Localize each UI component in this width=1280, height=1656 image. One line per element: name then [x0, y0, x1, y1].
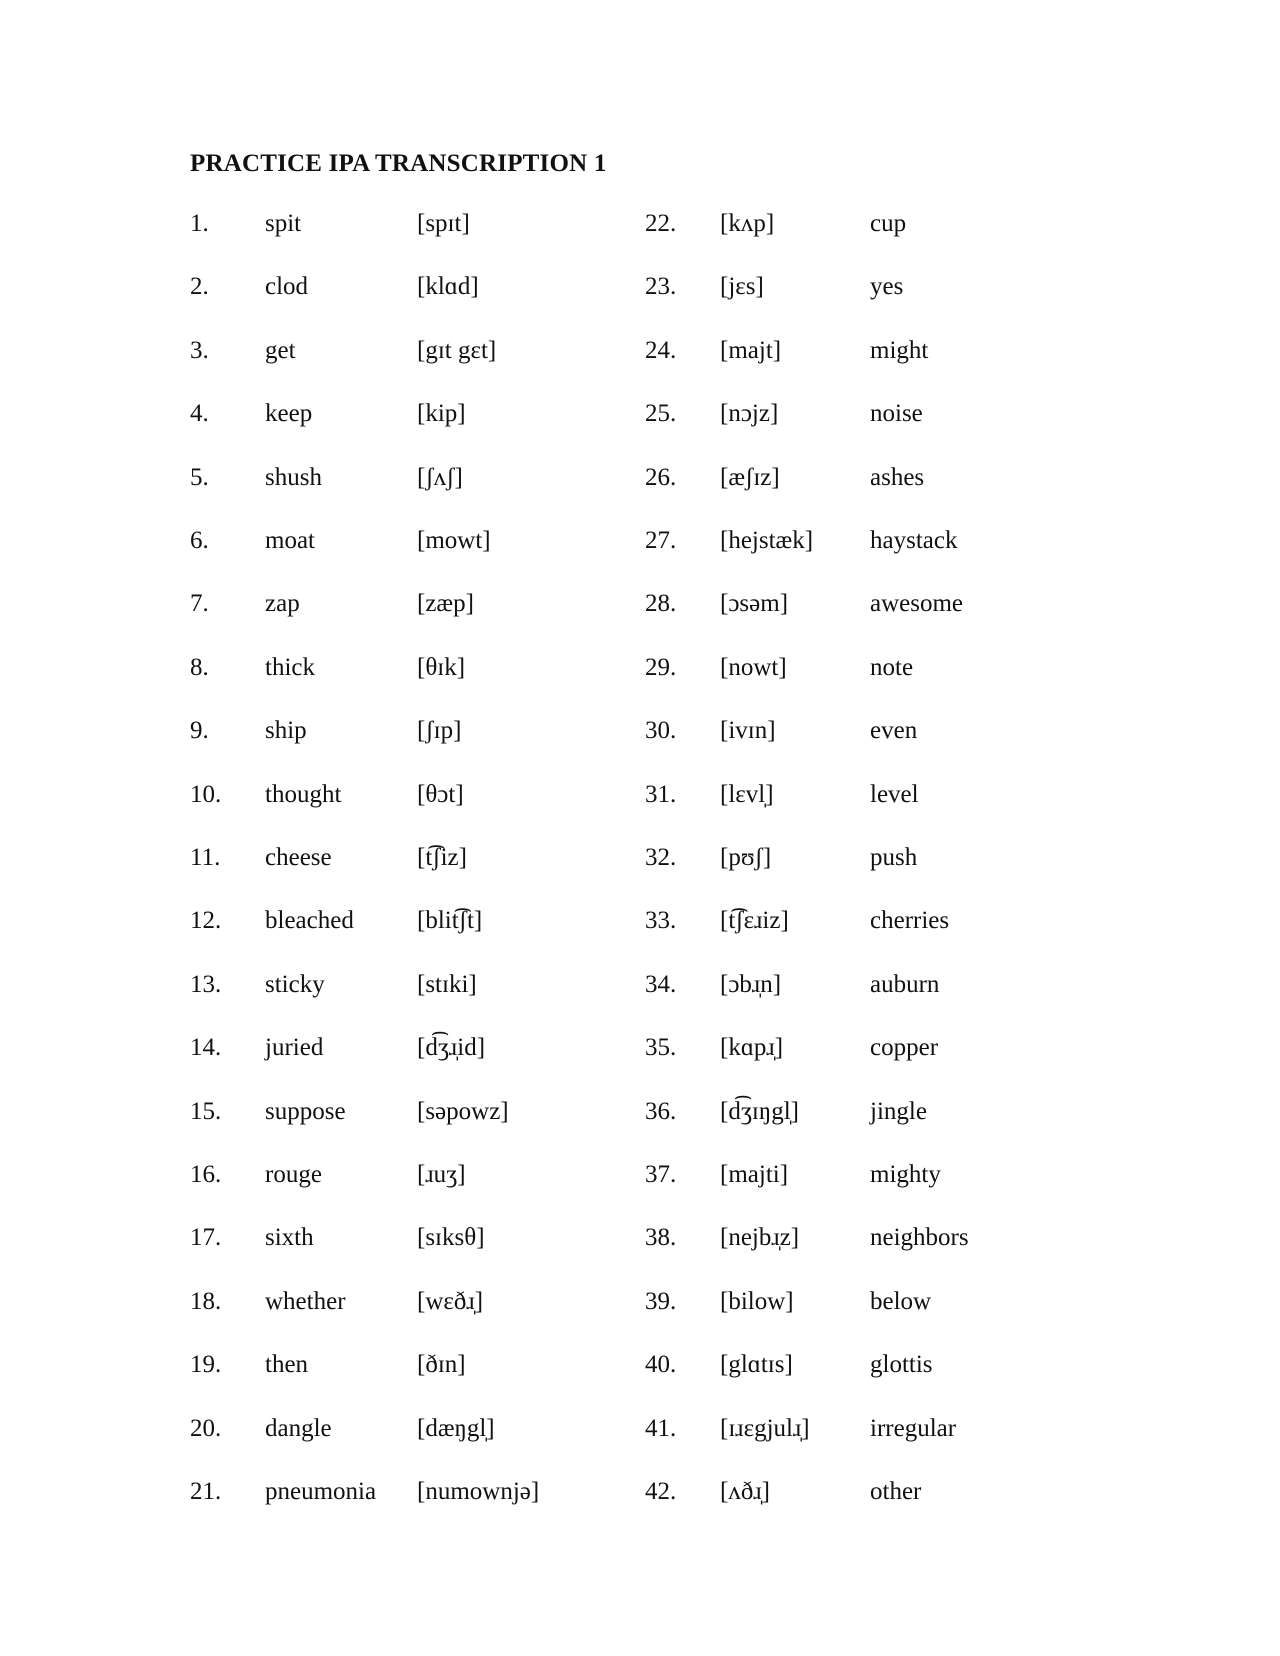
entry-ipa-transcription: [mowt] — [417, 527, 491, 554]
entry-word: shush — [265, 464, 322, 491]
entry-ipa-transcription: [majt] — [720, 337, 782, 364]
entry-word: then — [265, 1351, 309, 1378]
entry-ipa-transcription: [lɛvl̩] — [720, 781, 774, 808]
entry-word: keep — [265, 400, 313, 427]
entry-word: push — [870, 844, 918, 871]
entry-ipa-transcription: [æʃɪz] — [720, 464, 780, 491]
entry-word: bleached — [265, 907, 354, 934]
entry-number: 14. — [190, 1034, 222, 1061]
entry-ipa-transcription: [stɪki] — [417, 971, 477, 998]
entry-ipa-transcription: [ɪɹɛgjulɹ̩] — [720, 1415, 810, 1442]
entry-word: neighbors — [870, 1224, 969, 1251]
entry-word: suppose — [265, 1098, 346, 1125]
entry-ipa-transcription: [nowt] — [720, 654, 787, 681]
entry-word: rouge — [265, 1161, 322, 1188]
entry-word: sixth — [265, 1224, 314, 1251]
entry-number: 13. — [190, 971, 222, 998]
entry-ipa-transcription: [səpowz] — [417, 1098, 509, 1125]
entry-word: below — [870, 1288, 932, 1315]
entry-number: 21. — [190, 1478, 222, 1505]
entry-number: 18. — [190, 1288, 222, 1315]
entry-ipa-transcription: [blit͡ʃt] — [417, 907, 483, 934]
entry-number: 30. — [645, 717, 677, 744]
entry-word: glottis — [870, 1351, 933, 1378]
entry-word: haystack — [870, 527, 958, 554]
entry-word: copper — [870, 1034, 939, 1061]
entry-word: cup — [870, 210, 907, 237]
entry-number: 34. — [645, 971, 677, 998]
entry-word: pneumonia — [265, 1478, 377, 1505]
entry-number: 38. — [645, 1224, 677, 1251]
entry-word: jingle — [870, 1098, 927, 1125]
entry-word: thick — [265, 654, 315, 681]
entry-word: noise — [870, 400, 923, 427]
entry-ipa-transcription: [ʌðɹ̩] — [720, 1478, 770, 1505]
entry-ipa-transcription: [ivɪn] — [720, 717, 776, 744]
entry-number: 7. — [190, 590, 209, 617]
entry-ipa-transcription: [hejstæk] — [720, 527, 814, 554]
entry-ipa-transcription: [d͡ʒɹ̩id] — [417, 1034, 486, 1061]
entry-ipa-transcription: [kʌp] — [720, 210, 775, 237]
entry-word: note — [870, 654, 914, 681]
entry-word: sticky — [265, 971, 325, 998]
entry-number: 42. — [645, 1478, 677, 1505]
entry-number: 6. — [190, 527, 209, 554]
entry-ipa-transcription: [t͡ʃɛɹiz] — [720, 907, 789, 934]
entry-number: 26. — [645, 464, 677, 491]
entry-ipa-transcription: [d͡ʒɪŋgl̩] — [720, 1098, 800, 1125]
entry-number: 25. — [645, 400, 677, 427]
entry-ipa-transcription: [t͡ʃiz] — [417, 844, 467, 871]
entry-ipa-transcription: [numownjə] — [417, 1478, 540, 1505]
entry-word: awesome — [870, 590, 964, 617]
entry-word: auburn — [870, 971, 940, 998]
entry-number: 33. — [645, 907, 677, 934]
entry-word: get — [265, 337, 296, 364]
entry-number: 19. — [190, 1351, 222, 1378]
entry-number: 1. — [190, 210, 209, 237]
entry-ipa-transcription: [θɔt] — [417, 781, 464, 808]
entry-ipa-transcription: [spɪt] — [417, 210, 470, 237]
entry-number: 16. — [190, 1161, 222, 1188]
entry-word: moat — [265, 527, 315, 554]
entry-ipa-transcription: [bilow] — [720, 1288, 794, 1315]
entry-ipa-transcription: [ðɪn] — [417, 1351, 466, 1378]
entry-word: mighty — [870, 1161, 941, 1188]
entry-number: 24. — [645, 337, 677, 364]
entry-ipa-transcription: [glɑtɪs] — [720, 1351, 793, 1378]
entry-number: 11. — [190, 844, 221, 871]
entry-number: 2. — [190, 273, 209, 300]
entry-number: 23. — [645, 273, 677, 300]
entry-word: whether — [265, 1288, 346, 1315]
entry-word: thought — [265, 781, 342, 808]
entry-number: 27. — [645, 527, 677, 554]
entry-ipa-transcription: [ɹuʒ] — [417, 1161, 466, 1188]
entry-number: 15. — [190, 1098, 222, 1125]
entry-ipa-transcription: [ɔsəm] — [720, 590, 789, 617]
entry-ipa-transcription: [θɪk] — [417, 654, 466, 681]
entry-word: clod — [265, 273, 309, 300]
entry-number: 9. — [190, 717, 209, 744]
entry-number: 20. — [190, 1415, 222, 1442]
entry-word: cherries — [870, 907, 950, 934]
entry-ipa-transcription: [ɔbɹ̩n] — [720, 971, 782, 998]
entry-ipa-transcription: [ʃɪp] — [417, 717, 462, 744]
entry-word: ship — [265, 717, 307, 744]
entry-ipa-transcription: [kɑpɹ̩] — [720, 1034, 784, 1061]
entry-ipa-transcription: [nejbɹ̩z] — [720, 1224, 800, 1251]
entry-word: ashes — [870, 464, 925, 491]
entry-ipa-transcription: [wɛðɹ̩] — [417, 1288, 484, 1315]
entry-number: 40. — [645, 1351, 677, 1378]
entry-ipa-transcription: [jɛs] — [720, 273, 764, 300]
entry-ipa-transcription: [ʃʌʃ] — [417, 464, 463, 491]
entry-word: yes — [870, 273, 904, 300]
page-title: PRACTICE IPA TRANSCRIPTION 1 — [190, 150, 607, 177]
entry-word: juried — [265, 1034, 324, 1061]
entry-number: 10. — [190, 781, 222, 808]
entry-number: 36. — [645, 1098, 677, 1125]
entry-ipa-transcription: [kip] — [417, 400, 466, 427]
entry-number: 41. — [645, 1415, 677, 1442]
entry-number: 32. — [645, 844, 677, 871]
entry-ipa-transcription: [majti] — [720, 1161, 789, 1188]
entry-word: dangle — [265, 1415, 332, 1442]
entry-number: 22. — [645, 210, 677, 237]
entry-word: other — [870, 1478, 922, 1505]
entry-number: 29. — [645, 654, 677, 681]
entry-word: might — [870, 337, 929, 364]
entry-number: 5. — [190, 464, 209, 491]
entry-ipa-transcription: [zæp] — [417, 590, 474, 617]
entry-ipa-transcription: [dæŋgl̩] — [417, 1415, 495, 1442]
entry-number: 31. — [645, 781, 677, 808]
entry-number: 37. — [645, 1161, 677, 1188]
entry-number: 4. — [190, 400, 209, 427]
entry-number: 3. — [190, 337, 209, 364]
entry-word: spit — [265, 210, 302, 237]
entry-ipa-transcription: [gɪt gɛt] — [417, 337, 497, 364]
entry-word: cheese — [265, 844, 332, 871]
entry-ipa-transcription: [klɑd] — [417, 273, 479, 300]
entry-number: 8. — [190, 654, 209, 681]
entry-ipa-transcription: [nɔjz] — [720, 400, 779, 427]
entry-number: 35. — [645, 1034, 677, 1061]
entry-ipa-transcription: [pʊʃ] — [720, 844, 772, 871]
entry-word: irregular — [870, 1415, 957, 1442]
entry-number: 12. — [190, 907, 222, 934]
entry-ipa-transcription: [sɪksθ] — [417, 1224, 485, 1251]
entry-word: even — [870, 717, 918, 744]
entry-word: level — [870, 781, 919, 808]
entry-number: 28. — [645, 590, 677, 617]
entry-number: 39. — [645, 1288, 677, 1315]
entry-word: zap — [265, 590, 300, 617]
entry-number: 17. — [190, 1224, 222, 1251]
